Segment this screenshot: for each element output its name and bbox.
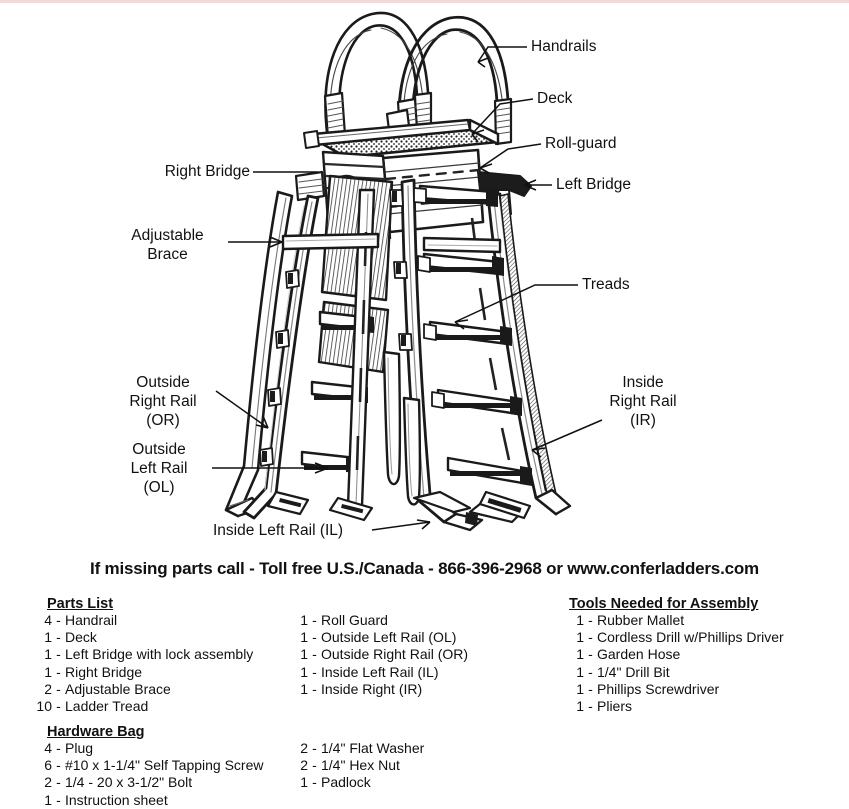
part-name: Right Bridge [65,663,143,680]
list-item-dash: - [56,612,61,628]
list-item-dash: - [312,612,317,628]
callout-left-bridge: Left Bridge [556,176,631,193]
part-qty: 2 [44,680,52,697]
list-item-dash: - [56,663,61,680]
list-item-dash: - [588,629,593,646]
part-qty: 1 [300,663,308,680]
list-item [564,664,784,681]
tool-qty: 1 [576,629,584,646]
tools-needed-heading: Tools Needed for Assembly [569,596,759,612]
list-item [32,698,253,715]
list-item [32,740,264,757]
hardware-qty: 4 [44,740,52,756]
list-item-dash: - [312,663,317,680]
hardware-qty: 2 [44,774,52,791]
tool-qty: 1 [576,663,584,680]
hardware-bag-column-1 [32,740,264,809]
list-item [564,612,784,629]
hardware-bag-column-2 [288,740,424,792]
tool-name: Garden Hose [597,646,681,663]
parts-list-column-2 [288,612,468,698]
part-name: Roll Guard [321,612,388,628]
list-item-dash: - [588,663,593,680]
hardware-qty: 1 [44,791,52,808]
part-qty: 1 [44,646,52,663]
list-item-dash: - [588,612,593,628]
tool-name: Pliers [597,698,633,715]
callout-treads: Treads [582,276,630,293]
part-name: Deck [65,629,97,646]
list-item [564,698,784,715]
list-item-dash: - [56,757,61,774]
list-item [32,774,264,791]
tool-name: 1/4" Drill Bit [597,663,670,680]
callout-inside-right-rail: Inside Right Rail (IR) [609,374,677,429]
list-item-dash: - [312,680,317,697]
part-name: Inside Left Rail (IL) [321,663,439,680]
hardware-name: #10 x 1-1/4" Self Tapping Screw [65,757,264,774]
list-item [32,612,253,629]
list-item [564,629,784,646]
tool-name: Phillips Screwdriver [597,680,720,697]
list-item-dash: - [312,740,317,756]
part-name: Adjustable Brace [65,680,171,697]
list-item [32,681,253,698]
list-item [32,646,253,663]
hardware-qty: 2 [300,740,308,756]
hardware-name: Plug [65,740,94,756]
list-item [32,792,264,809]
hardware-name: 1/4" Flat Washer [321,740,425,756]
hardware-qty: 6 [44,757,52,774]
list-item [32,757,264,774]
parts-list-column-1 [32,612,253,715]
list-item [288,612,468,629]
part-qty: 1 [300,680,308,697]
list-item [32,664,253,681]
part-qty: 4 [44,612,52,628]
list-item [288,664,468,681]
missing-parts-hotline: If missing parts call - Toll free U.S./Canada - 866-396-2968 or www.conferladders.com [90,559,759,578]
callout-handrails: Handrails [531,38,597,55]
callout-right-bridge: Right Bridge [164,163,250,180]
parts-and-tools-block [0,552,849,808]
tool-qty: 1 [576,698,584,715]
list-item-dash: - [312,774,317,791]
hardware-bag-heading: Hardware Bag [47,724,145,740]
list-item [32,629,253,646]
callout-outside-right-rail: Outside Right Rail (OR) [129,374,197,429]
part-name: Outside Right Rail (OR) [321,646,469,663]
tool-name: Rubber Mallet [597,612,685,628]
list-item-dash: - [56,629,61,646]
hardware-name: 1/4 - 20 x 3-1/2" Bolt [65,774,193,791]
tool-qty: 1 [576,680,584,697]
tool-qty: 1 [576,646,584,663]
hardware-name: 1/4" Hex Nut [321,757,400,774]
part-qty: 1 [300,646,308,663]
list-item-dash: - [56,680,61,697]
list-item [288,774,424,791]
list-item-dash: - [588,646,593,663]
list-item-dash: - [56,646,61,663]
parts-list-heading: Parts List [47,596,114,612]
part-qty: 1 [300,612,308,628]
list-item [288,740,424,757]
list-item [288,646,468,663]
list-item-dash: - [56,740,61,756]
list-item-dash: - [588,698,593,715]
list-item-dash: - [312,757,317,774]
part-name: Left Bridge with lock assembly [65,646,254,663]
part-name: Handrail [65,612,118,628]
list-item-dash: - [588,680,593,697]
callout-roll-guard: Roll-guard [545,135,617,152]
part-qty: 1 [44,629,52,646]
hardware-name: Instruction sheet [65,791,168,808]
tool-name: Cordless Drill w/Phillips Driver [597,629,784,646]
part-name: Ladder Tread [65,698,149,715]
callout-adjustable-brace: Adjustable Brace [131,227,204,263]
hardware-name: Padlock [321,774,371,791]
hardware-qty: 2 [300,757,308,774]
part-name: Inside Right (IR) [321,680,423,697]
part-qty: 10 [36,698,52,715]
callout-inside-left-rail: Inside Left Rail (IL) [213,522,344,539]
list-item [564,646,784,663]
tools-needed-list [564,612,784,715]
list-item-dash: - [56,774,61,791]
part-name: Outside Left Rail (OL) [321,629,457,646]
list-item [564,681,784,698]
part-qty: 1 [300,629,308,646]
list-item [288,757,424,774]
part-qty: 1 [44,663,52,680]
list-item [288,681,468,698]
tool-qty: 1 [576,612,584,628]
list-item-dash: - [312,629,317,646]
callout-deck: Deck [537,90,573,107]
hardware-qty: 1 [300,774,308,791]
list-item-dash: - [56,791,61,808]
list-item [288,629,468,646]
callout-outside-left-rail: Outside Left Rail (OL) [130,441,188,496]
list-item-dash: - [312,646,317,663]
list-item-dash: - [56,698,61,715]
